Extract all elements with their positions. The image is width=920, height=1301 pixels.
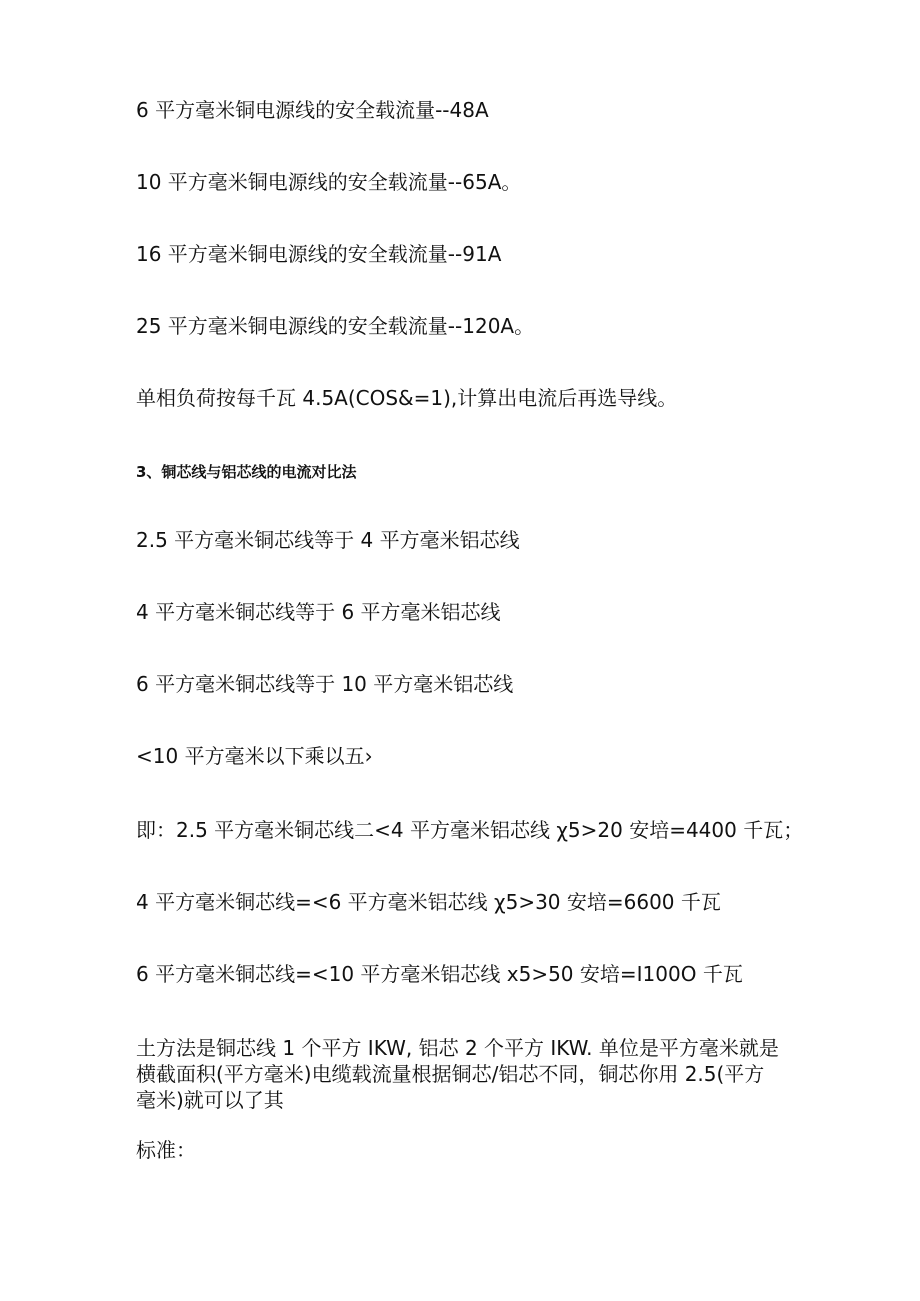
standard-label: 标准： [136, 1138, 196, 1162]
paragraph-line: 横截面积(平方毫米)电缆载流量根据铜芯/铝芯不同，铜芯你用 2.5(平方 [136, 1062, 765, 1086]
rule-of-thumb-paragraph [136, 1035, 786, 1113]
paragraph-line: 毫米)就可以了其 [136, 1088, 284, 1112]
text-line-10mm-copper: 10 平方毫米铜电源线的安全载流量--65A。 [136, 170, 522, 194]
text-line-6mm-copper: 6 平方毫米铜电源线的安全载流量--48A [136, 98, 489, 122]
text-line-single-phase-load: 单相负荷按每千瓦 4.5A(COS&=1),计算出电流后再选导线。 [136, 386, 678, 410]
text-line-16mm-copper: 16 平方毫米铜电源线的安全载流量--91A [136, 242, 502, 266]
section-heading-3: 3、铜芯线与铝芯线的电流对比法 [136, 463, 357, 481]
text-line-multiply-five: <10 平方毫米以下乘以五› [136, 744, 373, 768]
text-line-6mm-equivalence: 6 平方毫米铜芯线等于 10 平方毫米铝芯线 [136, 672, 514, 696]
text-line-4mm-equivalence: 4 平方毫米铜芯线等于 6 平方毫米铝芯线 [136, 600, 501, 624]
text-line-example-4mm: 4 平方毫米铜芯线=<6 平方毫米铝芯线 χ5>30 安培=6600 千瓦 [136, 890, 721, 914]
paragraph-line: 土方法是铜芯线 1 个平方 IKW, 铝芯 2 个平方 IKW. 单位是平方毫米就是 [136, 1036, 779, 1060]
text-line-25mm-copper: 25 平方毫米铜电源线的安全载流量--120A。 [136, 314, 535, 338]
text-line-example-2-5mm: 即：2.5 平方毫米铜芯线二<4 平方毫米铝芯线 χ5>20 安培=4400 千瓦； [136, 818, 804, 842]
text-line-2-5mm-equivalence: 2.5 平方毫米铜芯线等于 4 平方毫米铝芯线 [136, 528, 520, 552]
text-line-example-6mm: 6 平方毫米铜芯线=<10 平方毫米铝芯线 x5>50 安培=I100O 千瓦 [136, 962, 743, 986]
